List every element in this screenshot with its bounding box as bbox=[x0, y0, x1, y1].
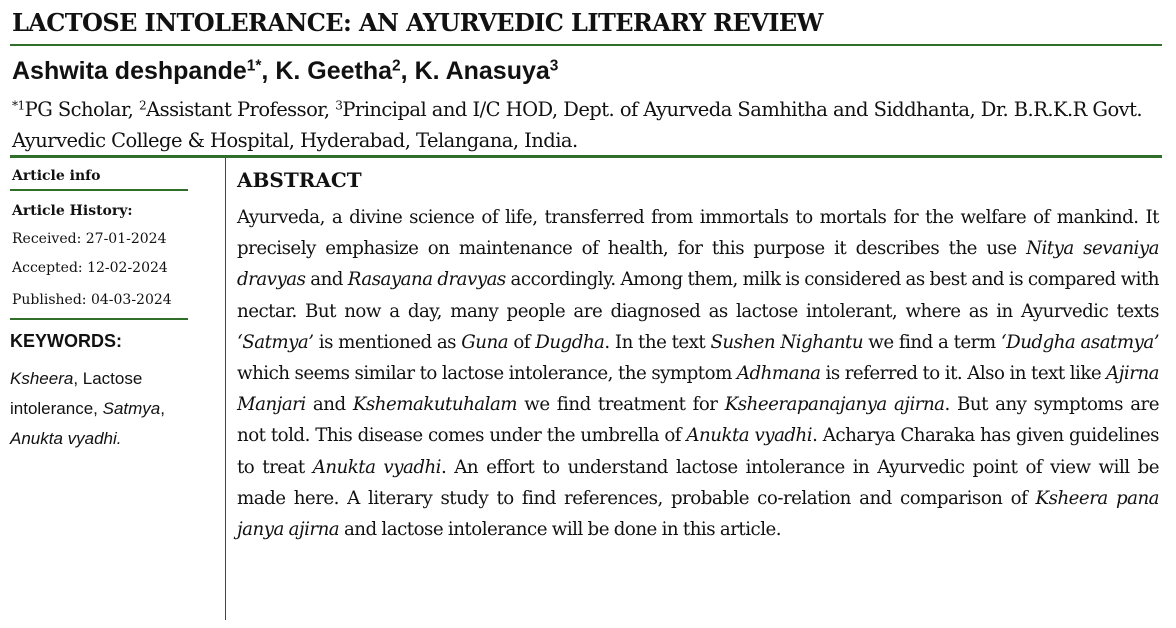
affiliation-mark: 3 bbox=[335, 98, 343, 113]
affiliation-text: Assistant Professor, bbox=[146, 98, 336, 121]
paper-title: LACTOSE INTOLERANCE: AN AYURVEDIC LITERARY REVIEW bbox=[12, 8, 823, 37]
author-name: K. Geetha bbox=[275, 57, 393, 85]
abstract-segment: Guna bbox=[461, 331, 509, 353]
keyword-segment: , bbox=[160, 399, 165, 418]
abstract-segment: Ksheerapanajanya ajirna bbox=[724, 394, 945, 416]
abstract-segment: we find a term bbox=[863, 331, 1001, 353]
author-separator: , bbox=[261, 57, 276, 85]
abstract-segment: is referred to it. Also in text like bbox=[820, 363, 1107, 385]
abstract-segment: Kshemakutuhalam bbox=[352, 394, 518, 416]
abstract-segment: Nitya sevaniya dravyas bbox=[237, 238, 1159, 291]
article-info-label: Article info bbox=[12, 168, 101, 184]
abstract-segment: Rasayana dravyas bbox=[347, 269, 506, 291]
author-name: K. Anasuya bbox=[414, 57, 550, 85]
keywords-rule bbox=[10, 318, 188, 320]
abstract-segment: Adhmana bbox=[736, 363, 821, 385]
abstract-segment: Sushen Nighantu bbox=[710, 331, 864, 353]
affiliations bbox=[12, 94, 1162, 156]
affiliation-text: PG Scholar, bbox=[24, 98, 139, 121]
abstract-segment: ‘Dudgha asatmya’ bbox=[1000, 331, 1159, 353]
keyword-segment: Ksheera bbox=[10, 369, 74, 388]
article-history-label: Article History: bbox=[12, 203, 133, 219]
abstract-segment: Anukta vyadhi bbox=[686, 425, 813, 447]
abstract-heading: ABSTRACT bbox=[237, 168, 362, 192]
abstract-segment: and bbox=[305, 269, 348, 291]
keywords-list bbox=[10, 364, 190, 454]
abstract-segment: of bbox=[508, 331, 536, 353]
affiliation-text: Principal and I/C HOD, Dept. of Ayurveda Samhitha and Siddhanta, Dr. B.R.K.R Govt. Ayurvedic College & Hospital, Hyderabad, Telangana, India. bbox=[12, 98, 1143, 152]
keyword-segment: Anukta vyadhi. bbox=[10, 429, 122, 448]
accepted-date: Accepted: 12-02-2024 bbox=[12, 260, 168, 276]
abstract-segment: . But any symptoms are not told. This disease comes under the umbrella of bbox=[237, 394, 1160, 447]
affiliation-mark: *1 bbox=[12, 98, 25, 113]
keyword-segment: , Lactose intolerance, bbox=[10, 369, 143, 418]
abstract-segment: . An effort to understand lactose intolerance in Ayurvedic point of view will be made here. A literary study to find references, probable co-relation and comparison of bbox=[237, 456, 1159, 509]
abstract-segment: Ajirna Manjari bbox=[237, 363, 1159, 416]
abstract-segment: and bbox=[305, 394, 353, 416]
abstract-segment: Dugdha bbox=[535, 331, 605, 353]
author-mark: 1* bbox=[246, 57, 262, 75]
received-date: Received: 27-01-2024 bbox=[12, 231, 167, 247]
author-separator: , bbox=[400, 57, 415, 85]
published-date: Published: 04-03-2024 bbox=[12, 292, 172, 308]
abstract-segment: is mentioned as bbox=[313, 331, 462, 353]
abstract-segment: Anukta vyadhi bbox=[312, 456, 441, 478]
title-rule bbox=[10, 44, 1162, 46]
abstract-segment: accordingly. Among them, milk is considered as best and is compared with nectar. But now a day, many people are diagnosed as lactose intolerant, where as in Ayurvedic texts bbox=[237, 269, 1159, 322]
author-mark: 3 bbox=[549, 57, 559, 75]
abstract-segment: which seems similar to lactose intolerance, the symptom bbox=[237, 363, 737, 385]
header-rule bbox=[10, 155, 1162, 158]
column-divider bbox=[225, 158, 226, 620]
abstract-segment: we find treatment for bbox=[517, 394, 725, 416]
abstract-text bbox=[237, 202, 1159, 545]
abstract-segment: . Acharya Charaka has given guidelines to treat bbox=[237, 425, 1159, 478]
author-name: Ashwita deshpande bbox=[12, 57, 247, 85]
author-list bbox=[12, 57, 558, 86]
article-info-rule bbox=[10, 189, 188, 191]
affiliation-mark: 2 bbox=[138, 98, 147, 113]
abstract-segment: and lactose intolerance will be done in this article. bbox=[339, 519, 782, 541]
abstract-segment: ‘Satmya’ bbox=[237, 331, 314, 353]
abstract-segment: . In the text bbox=[604, 331, 711, 353]
author-mark: 2 bbox=[392, 57, 401, 75]
keywords-label: KEYWORDS: bbox=[10, 331, 122, 351]
abstract-segment: Ksheera pana janya ajirna bbox=[237, 487, 1159, 541]
abstract-segment: Ayurveda, a divine science of life, transferred from immortals to mortals for the welfare of mankind. It precisely emphasize on maintenance of health, for this purpose it describes the use bbox=[237, 207, 1159, 260]
keyword-segment: Satmya bbox=[102, 399, 161, 418]
